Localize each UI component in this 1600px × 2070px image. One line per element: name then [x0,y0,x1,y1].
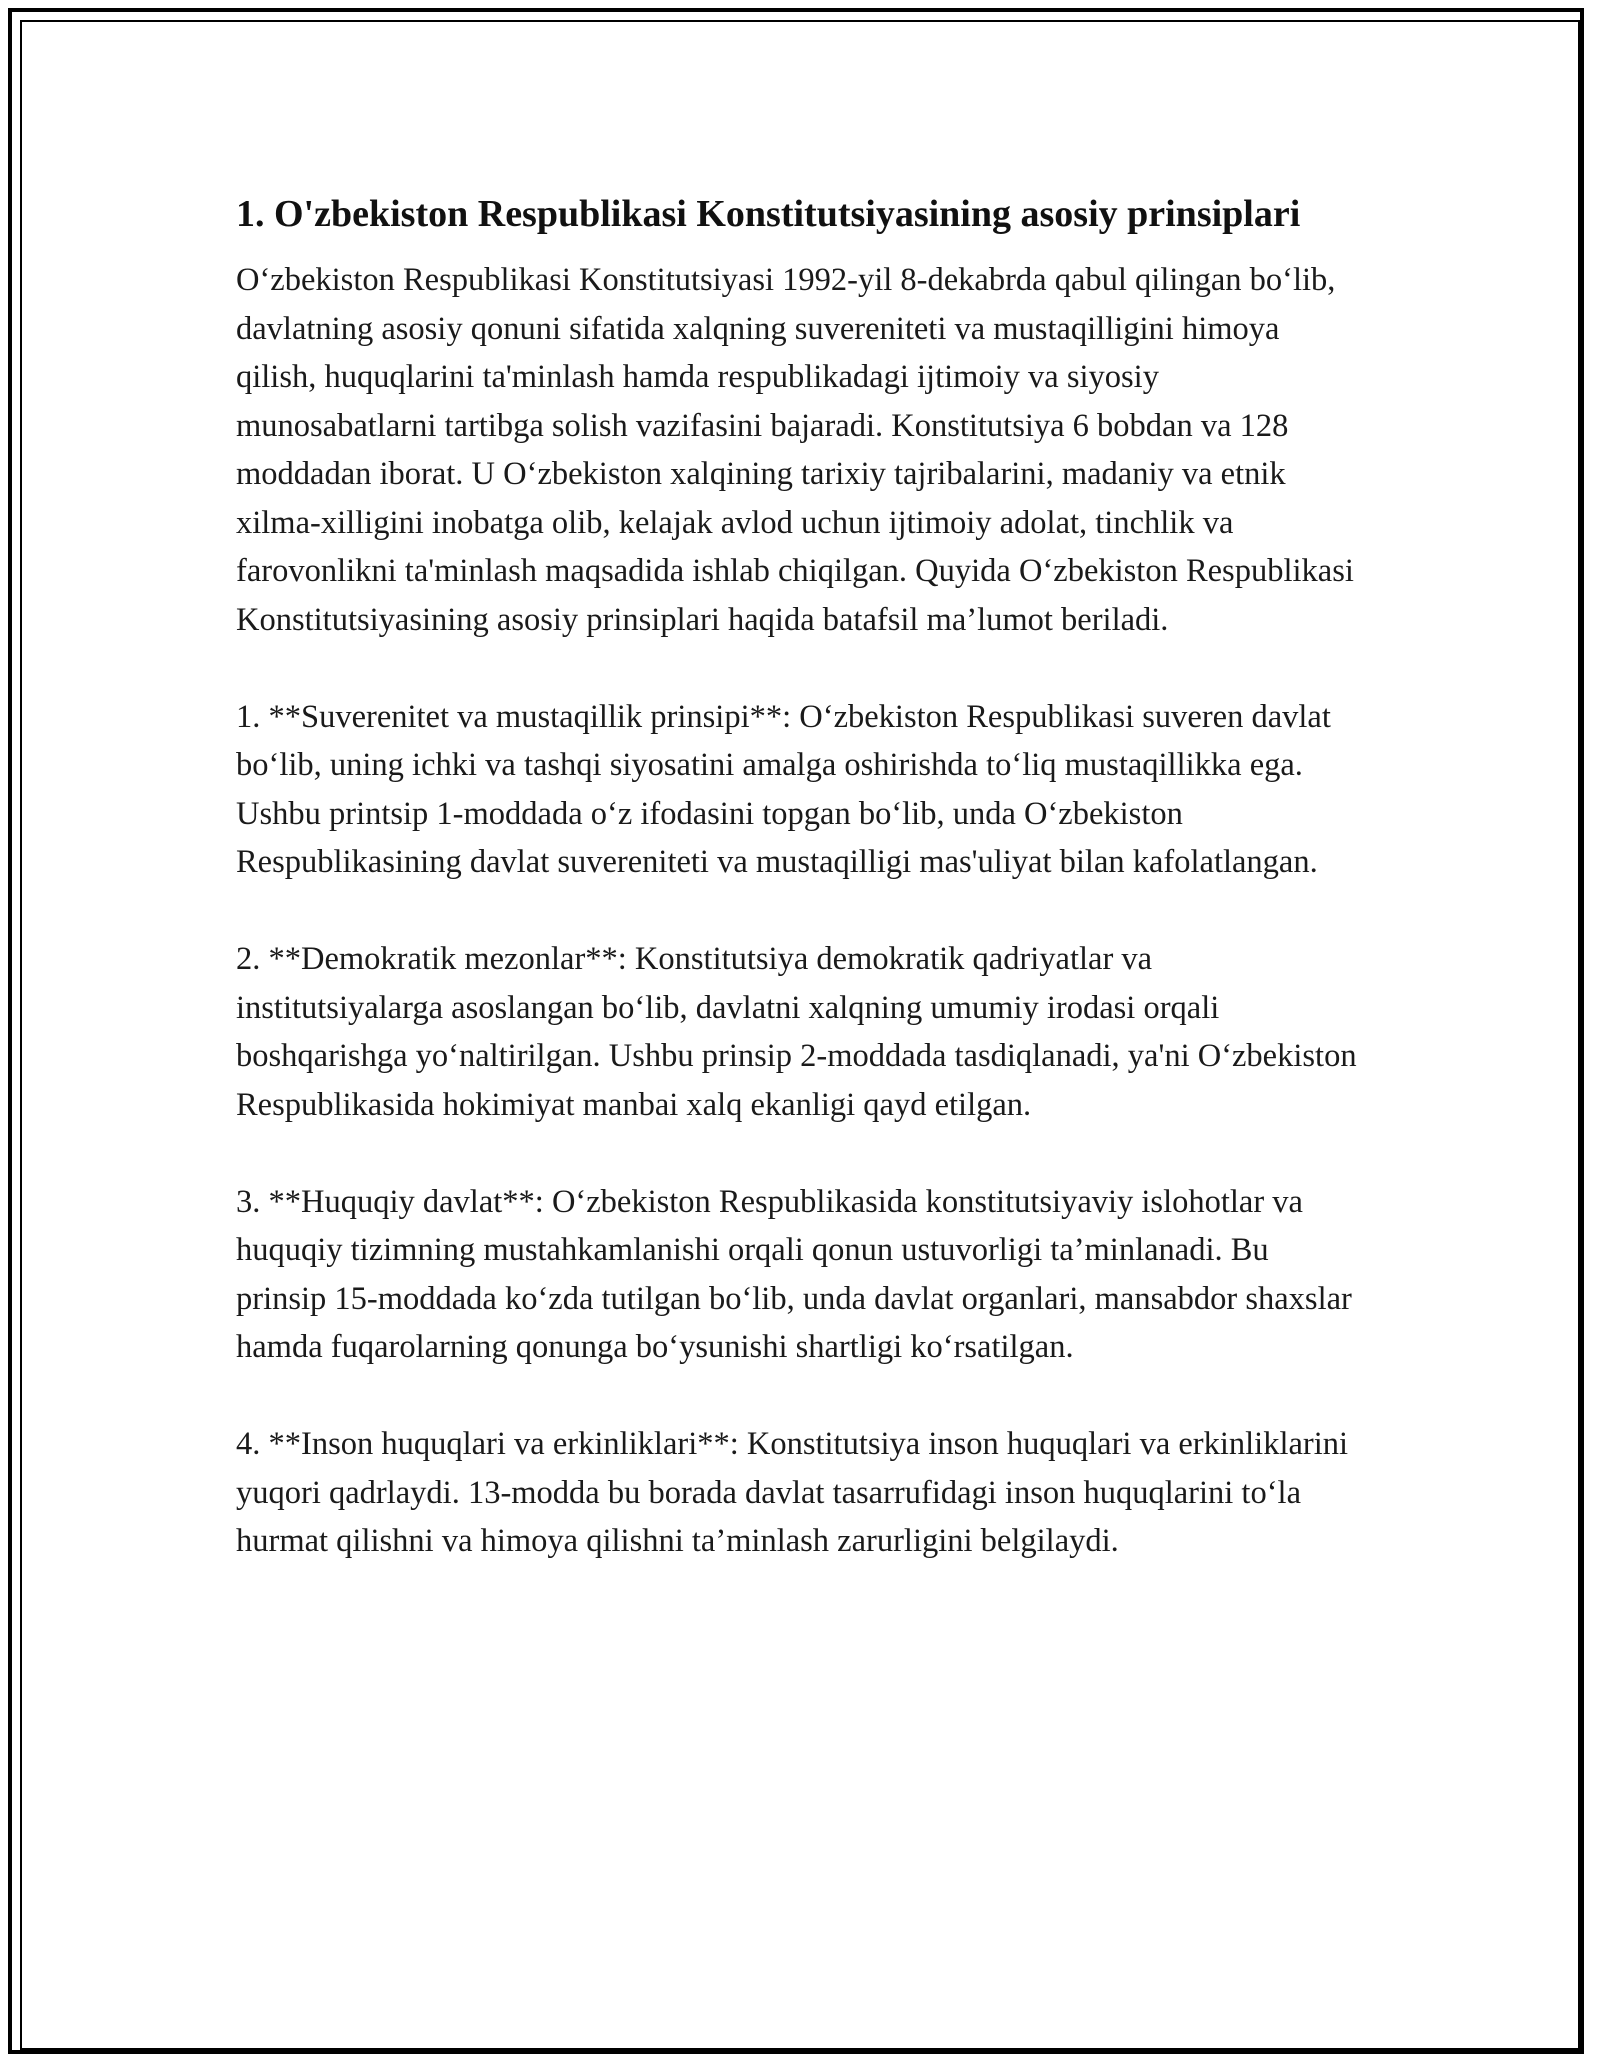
paragraph-spacer [236,1372,1360,1421]
intro-paragraph: O‘zbekiston Respublikasi Konstitutsiyasi 1992-yil 8-dekabrda qabul qilingan bo‘lib, davlatning asosiy qonuni sifatida xalqning suvereniteti va mustaqilligini himoya qilish, huquqlarini ta'minlash hamda respublikadagi ijtimoiy va siyosiy munosabatlarni tartibga solish vazifasini bajaradi. Konstitutsiya 6 bobdan va 128 moddadan iborat. U O‘zbekiston xalqining tarixiy tajribalarini, madaniy va etnik xilma-xilligini inobatga olib, kelajak avlod uchun ijtimoiy adolat, tinchlik va farovonlikni ta'minlash maqsadida ishlab chiqilgan. Quyida O‘zbekiston Respublikasi Konstitutsiyasining asosiy prinsiplari haqida batafsil ma’lumot beriladi. [236,262,1354,638]
paragraph-spacer [236,644,1360,693]
document-body [236,186,1360,1566]
paragraph-spacer [236,887,1360,936]
paragraph-spacer [236,1129,1360,1178]
principle-1-paragraph: 1. **Suverenitet va mustaqillik prinsipi**: O‘zbekiston Respublikasi suveren davlat bo‘lib, uning ichki va tashqi siyosatini amalga oshirishda to‘liq mustaqillikka ega. Ushbu printsip 1-moddada o‘z ifodasini topgan bo‘lib, unda O‘zbekiston Respublikasining davlat suvereniteti va mustaqilligi mas'uliyat bilan kafolatlangan. [236,698,1331,880]
document-title: 1. O'zbekiston Respublikasi Konstitutsiyasining asosiy prinsiplari [236,193,1301,235]
principle-3-paragraph: 3. **Huquqiy davlat**: O‘zbekiston Respublikasida konstitutsiyaviy islohotlar va huquqiy tizimning mustahkamlanishi orqali qonun ustuvorligi ta’minlanadi. Bu prinsip 15-moddada ko‘zda tutilgan bo‘lib, unda davlat organlari, mansabdor shaxslar hamda fuqarolarning qonunga bo‘ysunishi shartligi ko‘rsatilgan. [236,1183,1352,1365]
principle-2-paragraph: 2. **Demokratik mezonlar**: Konstitutsiya demokratik qadriyatlar va institutsiyalarga asoslangan bo‘lib, davlatni xalqning umumiy irodasi orqali boshqarishga yo‘naltirilgan. Ushbu prinsip 2-moddada tasdiqlanadi, ya'ni O‘zbekiston Respublikasida hokimiyat manbai xalq ekanligi qayd etilgan. [236,941,1357,1123]
principle-4-paragraph: 4. **Inson huquqlari va erkinliklari**: Konstitutsiya inson huquqlari va erkinliklarini yuqori qadrlaydi. 13-modda bu borada davlat tasarrufidagi inson huquqlarini to‘la hurmat qilishni va himoya qilishni ta’minlash zarurligini belgilaydi. [236,1426,1349,1559]
